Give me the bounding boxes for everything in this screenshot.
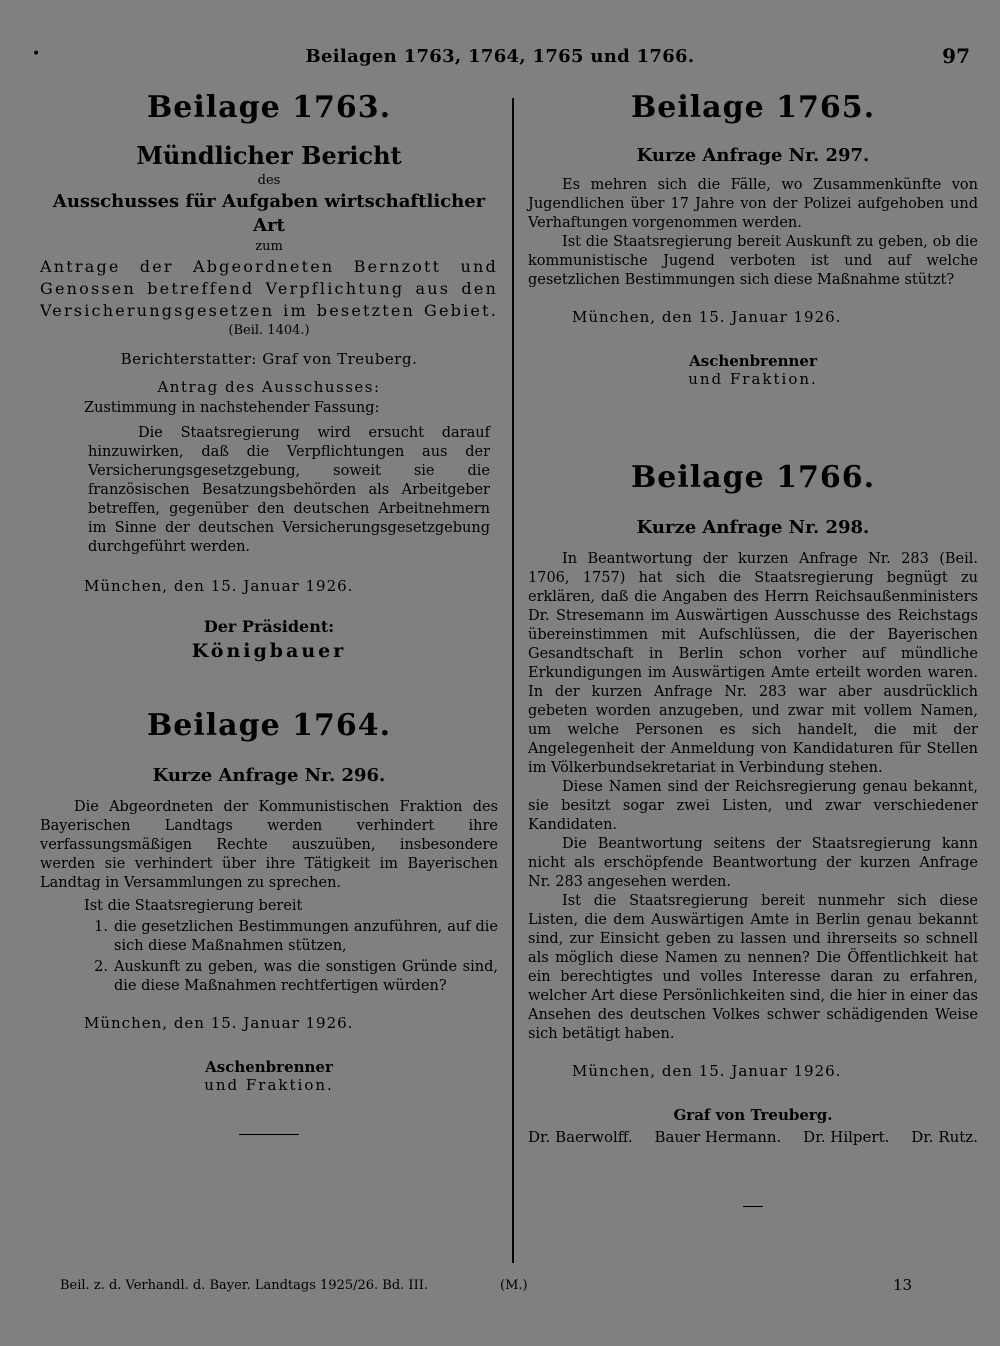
president-name: Königbauer: [191, 640, 347, 662]
running-head: Beilagen 1763, 1764, 1765 und 1766.: [305, 46, 695, 67]
list-item: [40, 958, 498, 996]
item-number: 1.: [94, 919, 108, 935]
query-298-para-1: In Beantwortung der kurzen Anfrage Nr. 283 (Beil. 1706, 1757) hat sich die Staatsregierung begnügt zu erklären, daß die Angaben des Herrn Reichsaußenministers Dr. Stresemann im Auswärtigen Ausschusse des Reichstags übereinstimmen mit Aufschlüssen, die der Bayerischen Gesandtschaft in Berlin schon vorher auf mündliche Erkundigungen im Auswärtigen Amte erteilt worden waren. In der kurzen Anfrage Nr. 283 war aber ausdrücklich gebeten worden anzugeben, und zwar mit vollem Namen, um welche Personen es sich handelt, die mit der Angelegenheit der Anmeldung von Kandidaturen für Stellen im Völkerbundsekretariat in Verbindung stehen.: [528, 551, 978, 776]
item-number: 2.: [94, 959, 108, 975]
item-text: Auskunft zu geben, was die sonstigen Gründe sind, die diese Maßnahmen rechtfertigen würden?: [114, 959, 498, 994]
list-item: [40, 918, 498, 956]
column-divider: [512, 98, 514, 1263]
signer-fraction: und Fraktion.: [688, 370, 818, 388]
date-line: München, den 15. Januar 1926.: [572, 308, 842, 326]
beilage-1764-title: Beilage 1764.: [146, 708, 392, 743]
signer-fraction: und Fraktion.: [204, 1076, 334, 1094]
motion-body: Die Staatsregierung wird ersucht darauf hinzuwirken, daß die Verpflichtungen aus der Versicherungsgesetzgebung, soweit sie die französischen Besatzungsbehörden als Arbeitgeber betreffen, gegenüber den deutschen Arbeitnehmern im Sinne der deutschen Versicherungsgesetzgebung durchgeführt werden.: [88, 425, 490, 555]
rapporteur: Berichterstatter: Graf von Treuberg.: [120, 350, 418, 368]
signer: Graf von Treuberg.: [673, 1106, 833, 1124]
item-text: die gesetzlichen Bestimmungen anzuführen, auf die sich diese Maßnahmen stützen,: [114, 919, 498, 954]
signer: Aschenbrenner: [205, 1058, 333, 1076]
query-296-intro: Ist die Staatsregierung bereit: [84, 898, 303, 914]
query-296-heading: Kurze Anfrage Nr. 296.: [152, 765, 386, 786]
query-298-para-3: Die Beantwortung seitens der Staatsregierung kann nicht als erschöpfende Beantwortung der kurzen Anfrage Nr. 283 angesehen werden.: [528, 836, 978, 890]
beilage-1765-title: Beilage 1765.: [630, 90, 876, 125]
query-298-para-2: Diese Namen sind der Reichsregierung genau bekannt, sie besitzt sogar zwei Listen, und zwar verschiedener Kandidaten.: [528, 779, 978, 833]
motion-line-1: Antrage der Abgeordneten Bernzott und: [40, 257, 498, 276]
cosigner: Dr. Baerwolff.: [528, 1128, 633, 1146]
date-line: München, den 15. Januar 1926.: [84, 1014, 354, 1032]
president-label: Der Präsident:: [203, 617, 335, 636]
motion-line-2: Genossen betreffend Verpflichtung aus den: [40, 279, 498, 298]
beilage-1764: [40, 706, 498, 1135]
motion-line-3: Versicherungsgesetzen im besetzten Gebiet.: [40, 301, 498, 320]
zum-word: zum: [255, 239, 283, 254]
cosigners-row: [528, 1128, 978, 1146]
date-line: München, den 15. Januar 1926.: [84, 577, 354, 595]
query-298-heading: Kurze Anfrage Nr. 298.: [636, 517, 870, 538]
page-number: 97: [942, 44, 970, 68]
committee-name: Ausschusses für Aufgaben wirtschaftlicher Art: [52, 191, 486, 236]
reference: (Beil. 1404.): [228, 323, 310, 338]
left-column: [40, 88, 498, 1135]
consent-line: Zustimmung in nachstehender Fassung:: [84, 400, 380, 416]
query-298-para-4: Ist die Staatsregierung bereit nunmehr sich diese Listen, die dem Auswärtigen Amte in Berlin genau bekannt sind, zur Einsicht geben zu lassen und ihrerseits so schnell als möglich diese Namen zu nennen? Die Öffentlichkeit hat ein berechtigtes und volles Interesse daran zu erfahren, welcher Art diese Persönlichkeiten sind, die hier in einer das Ansehen des deutschen Volkes schwer schädigenden Weise sich betätigt haben.: [528, 893, 978, 1042]
beilage-1765: [528, 88, 978, 388]
committee-motion-heading: Antrag des Ausschusses:: [157, 378, 381, 396]
cosigner: Bauer Hermann.: [654, 1128, 782, 1146]
beilage-1766-title: Beilage 1766.: [630, 460, 876, 495]
cosigner: Dr. Hilpert.: [803, 1128, 890, 1146]
query-297-para-1: Es mehren sich die Fälle, wo Zusammenkünfte von Jugendlichen über 17 Jahre von der Polizei aufgehoben und Verhaftungen vorgenommen werden.: [528, 177, 978, 231]
right-column: [528, 88, 978, 1207]
cosigner: Dr. Rutz.: [911, 1128, 978, 1146]
beilage-1763-title: Beilage 1763.: [146, 90, 392, 125]
date-line: München, den 15. Januar 1926.: [572, 1062, 842, 1080]
footer-mark: (M.): [500, 1278, 528, 1293]
query-297-heading: Kurze Anfrage Nr. 297.: [636, 145, 870, 166]
signer: Aschenbrenner: [689, 352, 817, 370]
beilage-1766: [528, 458, 978, 1207]
report-heading: Mündlicher Bericht: [136, 141, 402, 170]
corner-mark: •: [32, 46, 41, 62]
footer-sheet-number: 13: [893, 1276, 913, 1294]
footer-citation: Beil. z. d. Verhandl. d. Bayer. Landtags 1925/26. Bd. III.: [60, 1278, 428, 1293]
query-297-para-2: Ist die Staatsregierung bereit Auskunft zu geben, ob die kommunistische Jugend verboten ist und auf welche gesetzlichen Bestimmungen sich diese Maßnahme stützt?: [528, 234, 978, 288]
end-rule: [743, 1206, 763, 1207]
end-rule: [239, 1134, 299, 1135]
des-word: des: [257, 173, 281, 188]
beilage-1763: [40, 88, 498, 662]
query-296-body: Die Abgeordneten der Kommunistischen Fraktion des Bayerischen Landtags werden verhindert ihre verfassungsmäßigen Rechte auszuüben, insbesondere werden sie verhindert über ihre Tätigkeit im Bayerischen Landtag in Versammlungen zu sprechen.: [40, 799, 498, 891]
